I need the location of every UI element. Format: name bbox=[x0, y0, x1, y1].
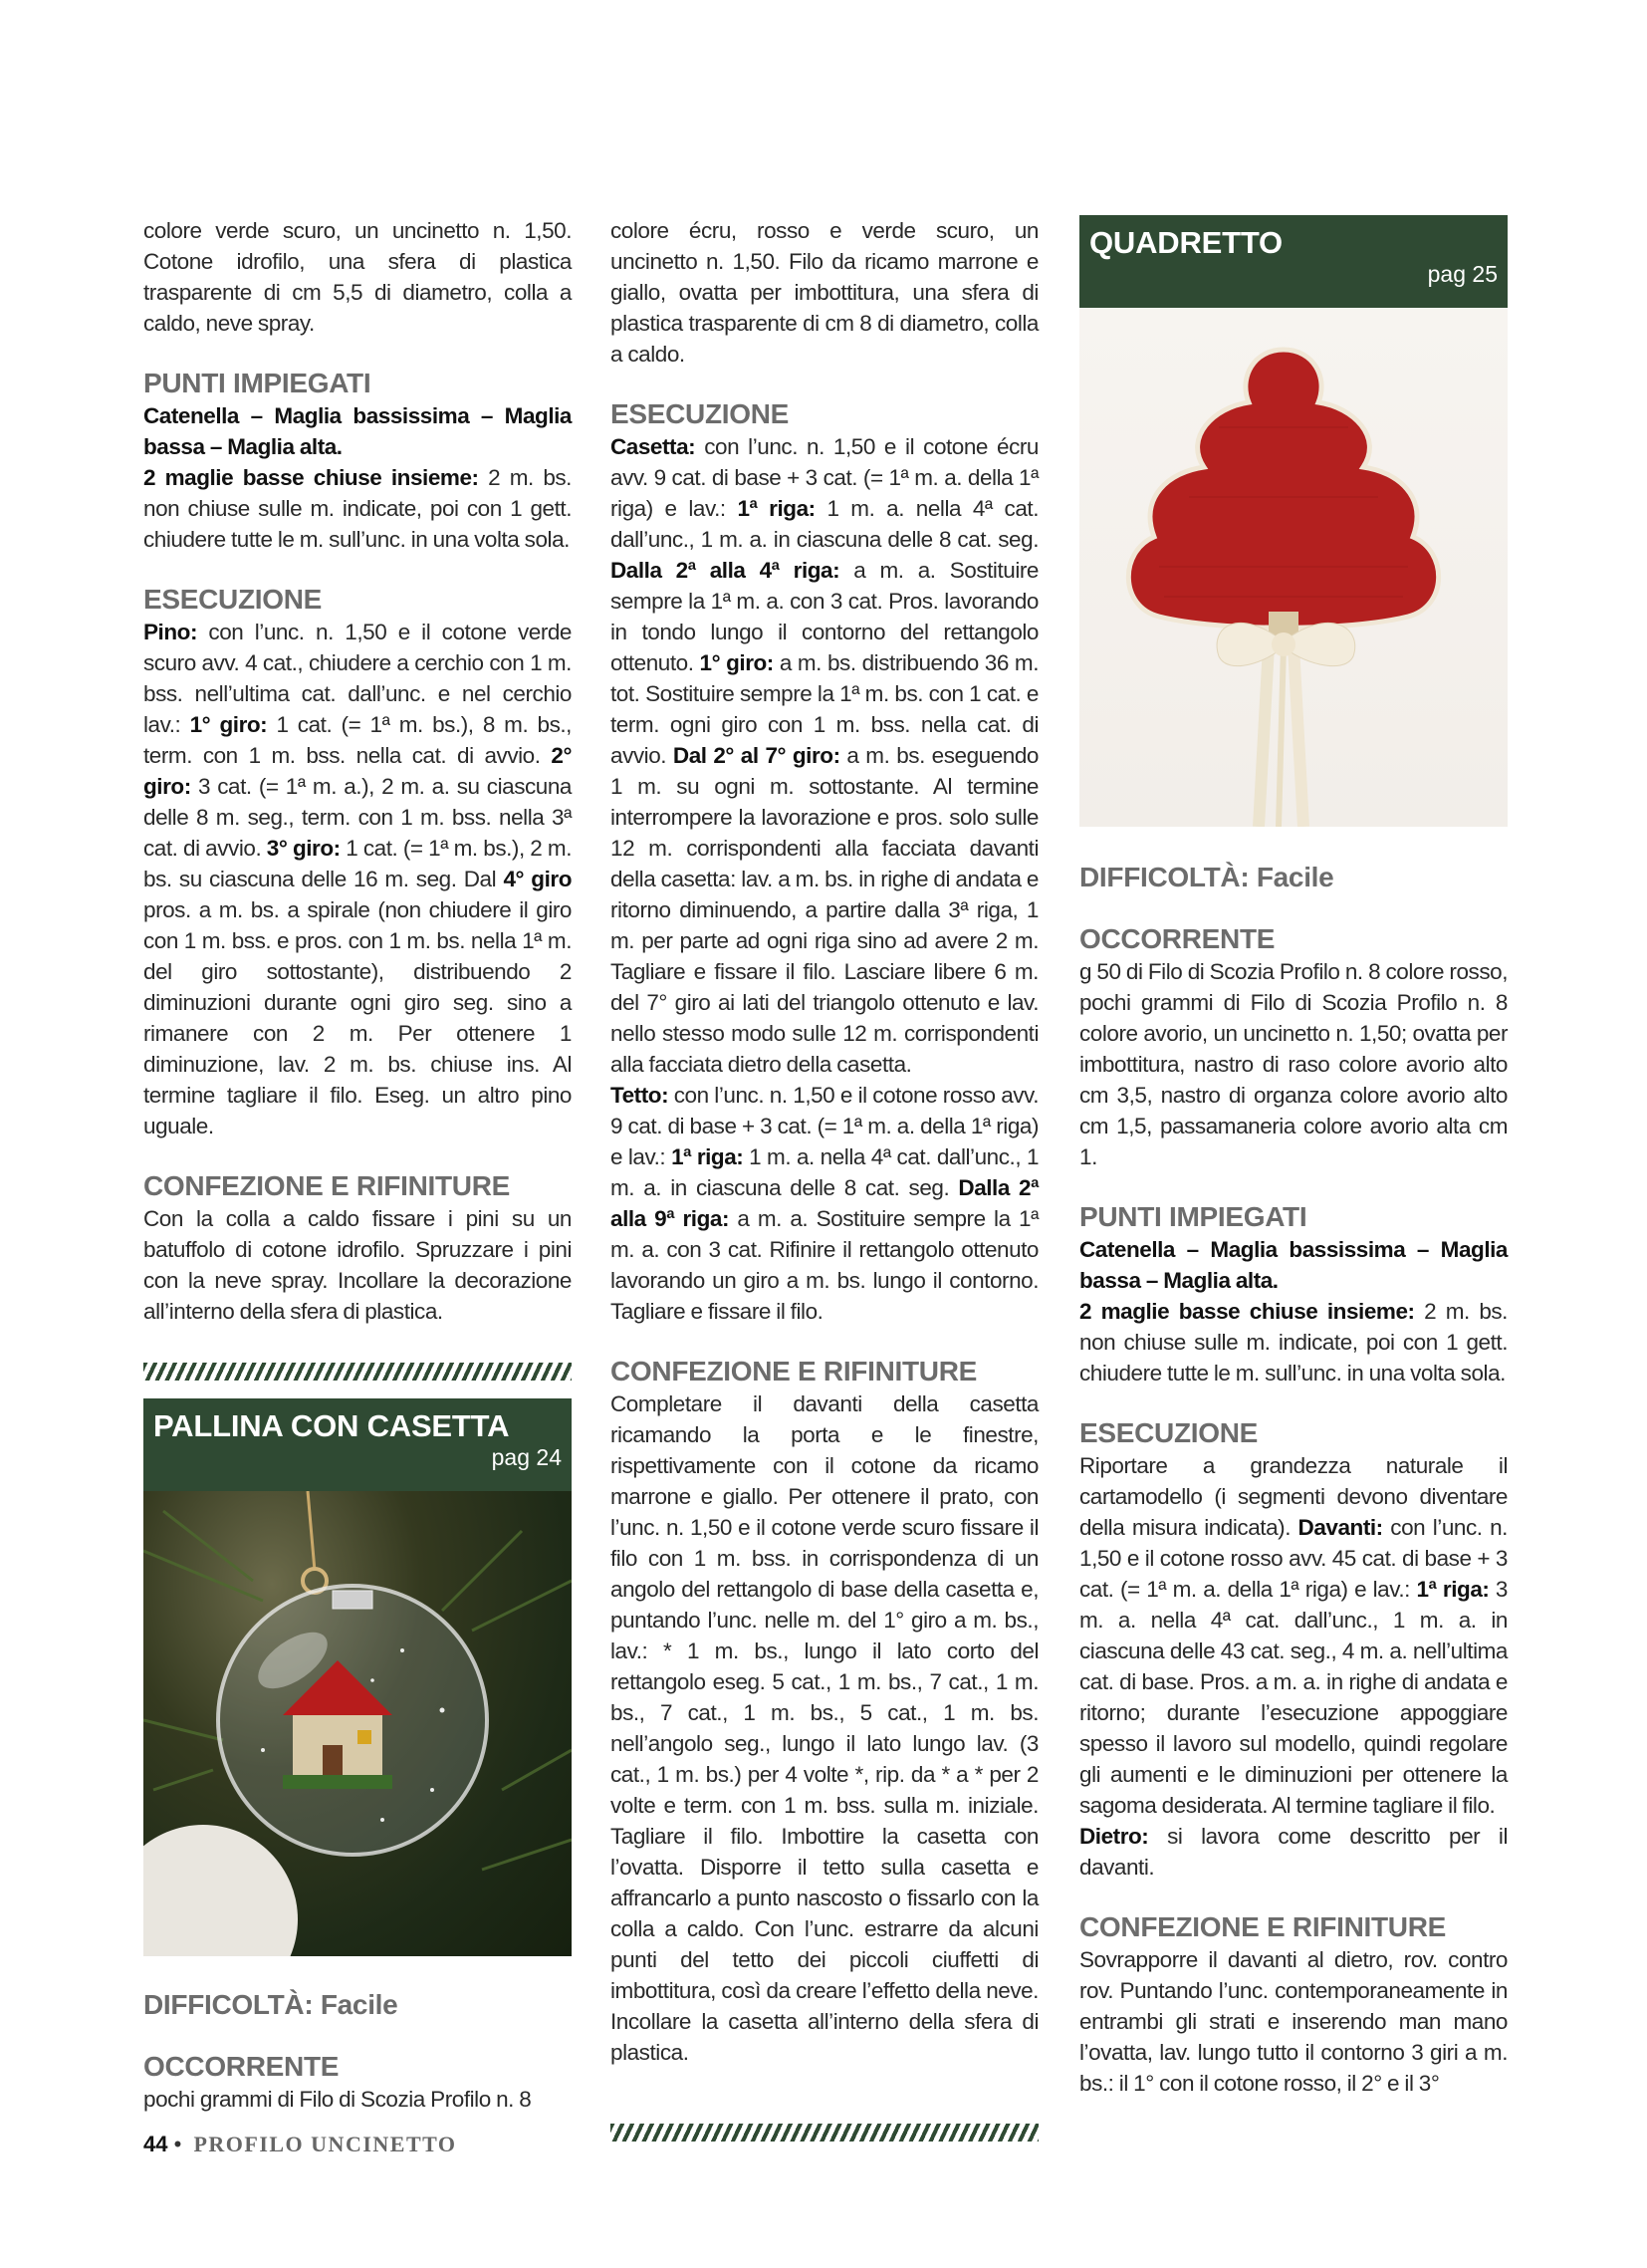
quadretto-esecuzione-text: Riportare a grandezza naturale il cartamodello (i segmenti devono diventare della misura indicata). Davanti: con l’unc. n. 1,50 e il cotone rosso avv. 45 cat. di base + 3 cat. (= 1ª m. a. della 1ª riga) e lav.: 1ª riga: 3 m. a. nella 4ª cat. dall’unc., 1 m. a. in ciascuna delle 43 cat. seg., 4 m. a. nell’ultima cat. di base. Pros. a m. a. in righe di andata e ritorno; durante l’esecuzione appoggiare spesso il lavoro sul modello, quindi regolare gli aumenti e le diminuzioni per ottenere la sagoma desiderata. Al termine tagliare il filo. bbox=[1079, 1453, 1508, 1818]
punti-list: Catenella – Maglia bassissima – Maglia bassa – Maglia alta. bbox=[143, 403, 572, 459]
punti-impiegati-heading: PUNTI IMPIEGATI bbox=[143, 368, 371, 398]
page-number: 44 bbox=[143, 2132, 168, 2156]
column-2 bbox=[610, 215, 1039, 2142]
quadretto-page-ref: pag 25 bbox=[1427, 261, 1498, 287]
quadretto-occorrente-heading: OCCORRENTE bbox=[1079, 923, 1276, 954]
pallina-illustration bbox=[143, 1491, 572, 1956]
pallina-title: PALLINA CON CASETTA bbox=[153, 1408, 510, 1443]
quadretto-esecuzione-heading: ESECUZIONE bbox=[1079, 1417, 1259, 1448]
quadretto-photo bbox=[1079, 308, 1508, 827]
quadretto-confezione-heading: CONFEZIONE E RIFINITURE bbox=[1079, 1911, 1446, 1942]
column-1 bbox=[143, 215, 572, 2115]
quadretto-punti-desc: 2 maglie basse chiuse insieme: 2 m. bs. non chiuse sulle m. indicate, poi con 1 gett. chiudere tutte le m. sull’unc. in una volta sola. bbox=[1079, 1299, 1508, 1386]
dietro-text: Dietro: si lavora come descritto per il davanti. bbox=[1079, 1824, 1508, 1880]
pallina-occorrente-text: pochi grammi di Filo di Scozia Profilo n. 8 bbox=[143, 2087, 532, 2112]
pallina-occorrente-heading: OCCORRENTE bbox=[143, 2051, 340, 2082]
quadretto-punti-heading: PUNTI IMPIEGATI bbox=[1079, 1201, 1307, 1232]
section-divider bbox=[143, 1363, 572, 1381]
quadretto-confezione-text: Sovrapporre il davanti al dietro, rov. contro rov. Puntando l’unc. contemporaneamente in entrambi gli strati e inserendo man mano l’ovatta, lav. lungo tutto il contorno 3 giri a m. bs.: il 1° con il cotone rosso, il 2° e il 3° bbox=[1079, 1947, 1508, 2096]
esecuzione-pino: Pino: con l’unc. n. 1,50 e il cotone verde scuro avv. 4 cat., chiudere a cerchio con 1 m. bss. nell’ultima cat. dall’unc. e nel cerchio lav.: 1° giro: 1 cat. (= 1ª m. bs.), 8 m. bs., term. con 1 m. bss. nella cat. di avvio. 2° giro: 3 cat. (= 1ª m. a.), 2 m. a. su ciascuna delle 8 m. seg., term. con 1 m. bss. nella 3ª cat. di avvio. 3° giro: 1 cat. (= 1ª m. bs.), 2 m. bs. su ciascuna delle 16 m. seg. Dal 4° giro pros. a m. bs. a spirale (non chiudere il giro con 1 m. bss. e pros. con 1 m. bs. nella 1ª m. del giro sottostante), distribuendo 2 diminuzioni durante ogni giro seg. sino a rimanere con 2 m. Per ottenere 1 diminuzione, lav. 2 m. bs. chiuse ins. Al termine tagliare il filo. Eseg. un altro pino uguale. bbox=[143, 620, 573, 1138]
pallina-page-ref: pag 24 bbox=[491, 1444, 562, 1470]
casetta-confezione-text: Completare il davanti della casetta ricamando la porta e le finestre, rispettivamente con il cotone da ricamo marrone e giallo. Per ottenere il prato, con l’unc. n. 1,50 e il cotone verde scuro fissare il filo con 1 m. bss. in corrispondenza di un angolo del rettangolo di base della casetta e, puntando l’unc. nelle m. del 1° giro a m. bs., lav.: * 1 m. bs., lungo il lato corto del rettangolo eseg. 5 cat., 1 m. bs., 7 cat., 1 m. bs., 7 cat., 1 m. bs., 5 cat., 1 m. bs. nell’angolo seg., lungo il lato lungo lav. (3 cat., 1 m. bs.) per 4 volte *, rip. da * a * per 2 volte e term. con 1 m. bss. sulla m. iniziale. Tagliare il filo. Imbottire la casetta con l’ovatta. Disporre il tetto sulla casetta e affrancarlo a punto nascosto o fissarlo con la colla a caldo. Con l’unc. estrarre da alcuni punti del tetto dei piccoli ciuffetti di imbottitura, così da creare l’effetto della neve. Incollare la casetta all’interno della sfera di plastica. bbox=[610, 1391, 1039, 2065]
page-footer bbox=[143, 2132, 457, 2157]
casetta-esecuzione-text: Casetta: con l’unc. n. 1,50 e il cotone écru avv. 9 cat. di base + 3 cat. (= 1ª m. a. della 1ª riga) e lav.: 1ª riga: 1 m. a. nella 4ª cat. dall’unc., 1 m. a. in ciascuna delle 8 cat. seg. Dalla 2ª alla 4ª riga: a m. a. Sostituire sempre la 1ª m. a. con 3 cat. Pros. lavorando in tondo lungo il contorno del rettangolo ottenuto. 1° giro: a m. bs. distribuendo 36 m. tot. Sostituire sempre la 1ª m. bs. con 1 cat. e term. ogni giro con 1 m. bss. nella cat. di avvio. Dal 2° al 7° giro: a m. bs. eseguendo 1 m. su ogni m. sottostante. Al termine interrompere la lavorazione e pros. solo sulle 12 m. corrispondenti alla facciata davanti della casetta: lav. a m. bs. in righe di andata e ritorno diminuendo, a partire dalla 3ª riga, 1 m. per parte ad ogni riga sino ad avere 2 m. Tagliare e fissare il filo. Lasciare libere 6 m. del 7° giro ai lati del triangolo ottenuto e lav. nello stesso modo sulle 12 m. corrispondenti alla facciata dietro della casetta. bbox=[610, 434, 1039, 1077]
quadretto-difficolta: DIFFICOLTÀ: Facile bbox=[1079, 862, 1334, 892]
tetto-text: Tetto: con l’unc. n. 1,50 e il cotone rosso avv. 9 cat. di base + 3 cat. (= 1ª m. a. della 1ª riga) e lav.: 1ª riga: 1 m. a. nella 4ª cat. dall’unc., 1 m. a. in ciascuna delle 8 cat. seg. Dalla 2ª alla 9ª riga: a m. a. Sostituire sempre la 1ª m. a. con 3 cat. Rifinire il rettangolo ottenuto lavorando un giro a m. bs. lungo il contorno. Tagliare e fissare il filo. bbox=[610, 1083, 1040, 1324]
col1-intro: colore verde scuro, un uncinetto n. 1,50. Cotone idrofilo, una sfera di plastica trasparente di cm 5,5 di diametro, colla a caldo, neve spray. bbox=[143, 218, 572, 336]
pallina-title-box bbox=[143, 1398, 572, 1491]
confezione-heading: CONFEZIONE E RIFINITURE bbox=[143, 1170, 510, 1201]
quadretto-title-box bbox=[1079, 215, 1508, 308]
footer-separator: • bbox=[173, 2132, 182, 2156]
christmas-tree-illustration bbox=[1079, 308, 1508, 827]
quadretto-punti-list: Catenella – Maglia bassissima – Maglia bassa – Maglia alta. bbox=[1079, 1237, 1508, 1293]
esecuzione-heading: ESECUZIONE bbox=[143, 584, 323, 615]
pallina-photo bbox=[143, 1491, 572, 1956]
confezione-text: Con la colla a caldo fissare i pini su un batuffolo di cotone idrofilo. Spruzzare i pini con la neve spray. Incollare la decorazione all’interno della sfera di plastica. bbox=[143, 1206, 572, 1324]
quadretto-occorrente-text: g 50 di Filo di Scozia Profilo n. 8 colore rosso, pochi grammi di Filo di Scozia Profilo n. 8 colore avorio, un uncinetto n. 1,50; ovatta per imbottitura, nastro di raso colore avorio alto cm 3,5, nastro di organza colore avorio alto cm 1,5, passamaneria colore avorio alta cm 1. bbox=[1079, 959, 1508, 1169]
column-3 bbox=[1079, 215, 1508, 2099]
pallina-difficolta: DIFFICOLTÀ: Facile bbox=[143, 1989, 398, 2020]
casetta-esecuzione-heading: ESECUZIONE bbox=[610, 398, 790, 429]
quadretto-title: QUADRETTO bbox=[1089, 225, 1283, 260]
punti-desc: 2 maglie basse chiuse insieme: 2 m. bs. non chiuse sulle m. indicate, poi con 1 gett. chiudere tutte le m. sull’unc. in una volta sola. bbox=[143, 465, 572, 552]
casetta-confezione-heading: CONFEZIONE E RIFINITURE bbox=[610, 1356, 977, 1386]
section-divider-2 bbox=[610, 2124, 1039, 2142]
col2-intro: colore écru, rosso e verde scuro, un uncinetto n. 1,50. Filo da ricamo marrone e giallo, ovatta per imbottitura, una sfera di plastica trasparente di cm 8 di diametro, colla a caldo. bbox=[610, 218, 1039, 367]
magazine-name: PROFILO UNCINETTO bbox=[193, 2132, 457, 2156]
